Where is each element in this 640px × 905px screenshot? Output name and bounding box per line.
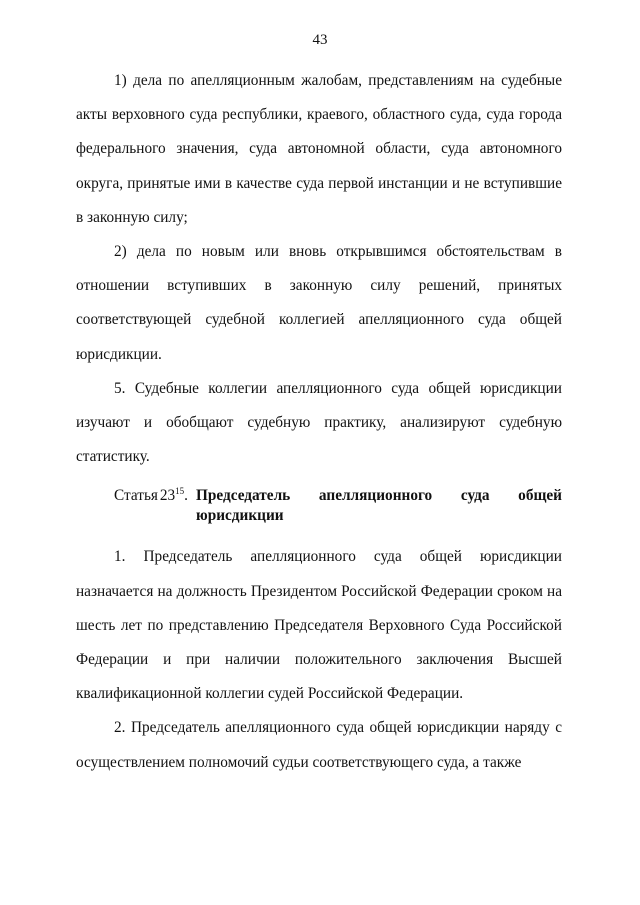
paragraph-new-circumstances: 2) дела по новым или вновь открывшимся обстоятельствам в отношении вступивших в законную силу решений, принятых соответствующей судебной коллегией апелляционного суда общей юрисдикции. <box>76 243 562 363</box>
article-superscript: 15 <box>175 486 185 497</box>
article-dot: . <box>184 487 188 505</box>
article-heading <box>76 486 562 526</box>
paragraph-chairman-appointment: 1. Председатель апелляционного суда общей юрисдикции назначается на должность Президентом Российской Федерации сроком на шесть лет по представлению Председателя Верховного Суда Российской Федерации и при наличии положительного заключения Высшей квалификационной коллегии судей Российской Федерации. <box>76 548 562 703</box>
page-number: 43 <box>312 32 328 48</box>
article-number: 23 <box>159 487 176 505</box>
paragraph-appeals-cases: 1) дела по апелляционным жалобам, представлениям на судебные акты верховного суда республики, краевого, областного суда, суда города федерального значения, суда автономной области, суда автономного округа, принятые ими в качестве суда первой инстанции и не вступившие в законную силу; <box>76 72 562 226</box>
paragraph-judicial-practice: 5. Судебные коллегии апелляционного суда общей юрисдикции изучают и обобщают судебную практику, анализируют судебную статистику. <box>76 379 562 466</box>
article-label <box>76 486 188 526</box>
article-title: Председатель апелляционного суда общей юрисдикции <box>196 487 562 525</box>
paragraph-chairman-duties: 2. Председатель апелляционного суда общей юрисдикции наряду с осуществлением полномочий судьи соответствующего суда, а также <box>76 719 562 771</box>
article-number-group <box>160 486 188 526</box>
article-word: Статья <box>114 487 158 505</box>
document-body <box>76 64 562 780</box>
